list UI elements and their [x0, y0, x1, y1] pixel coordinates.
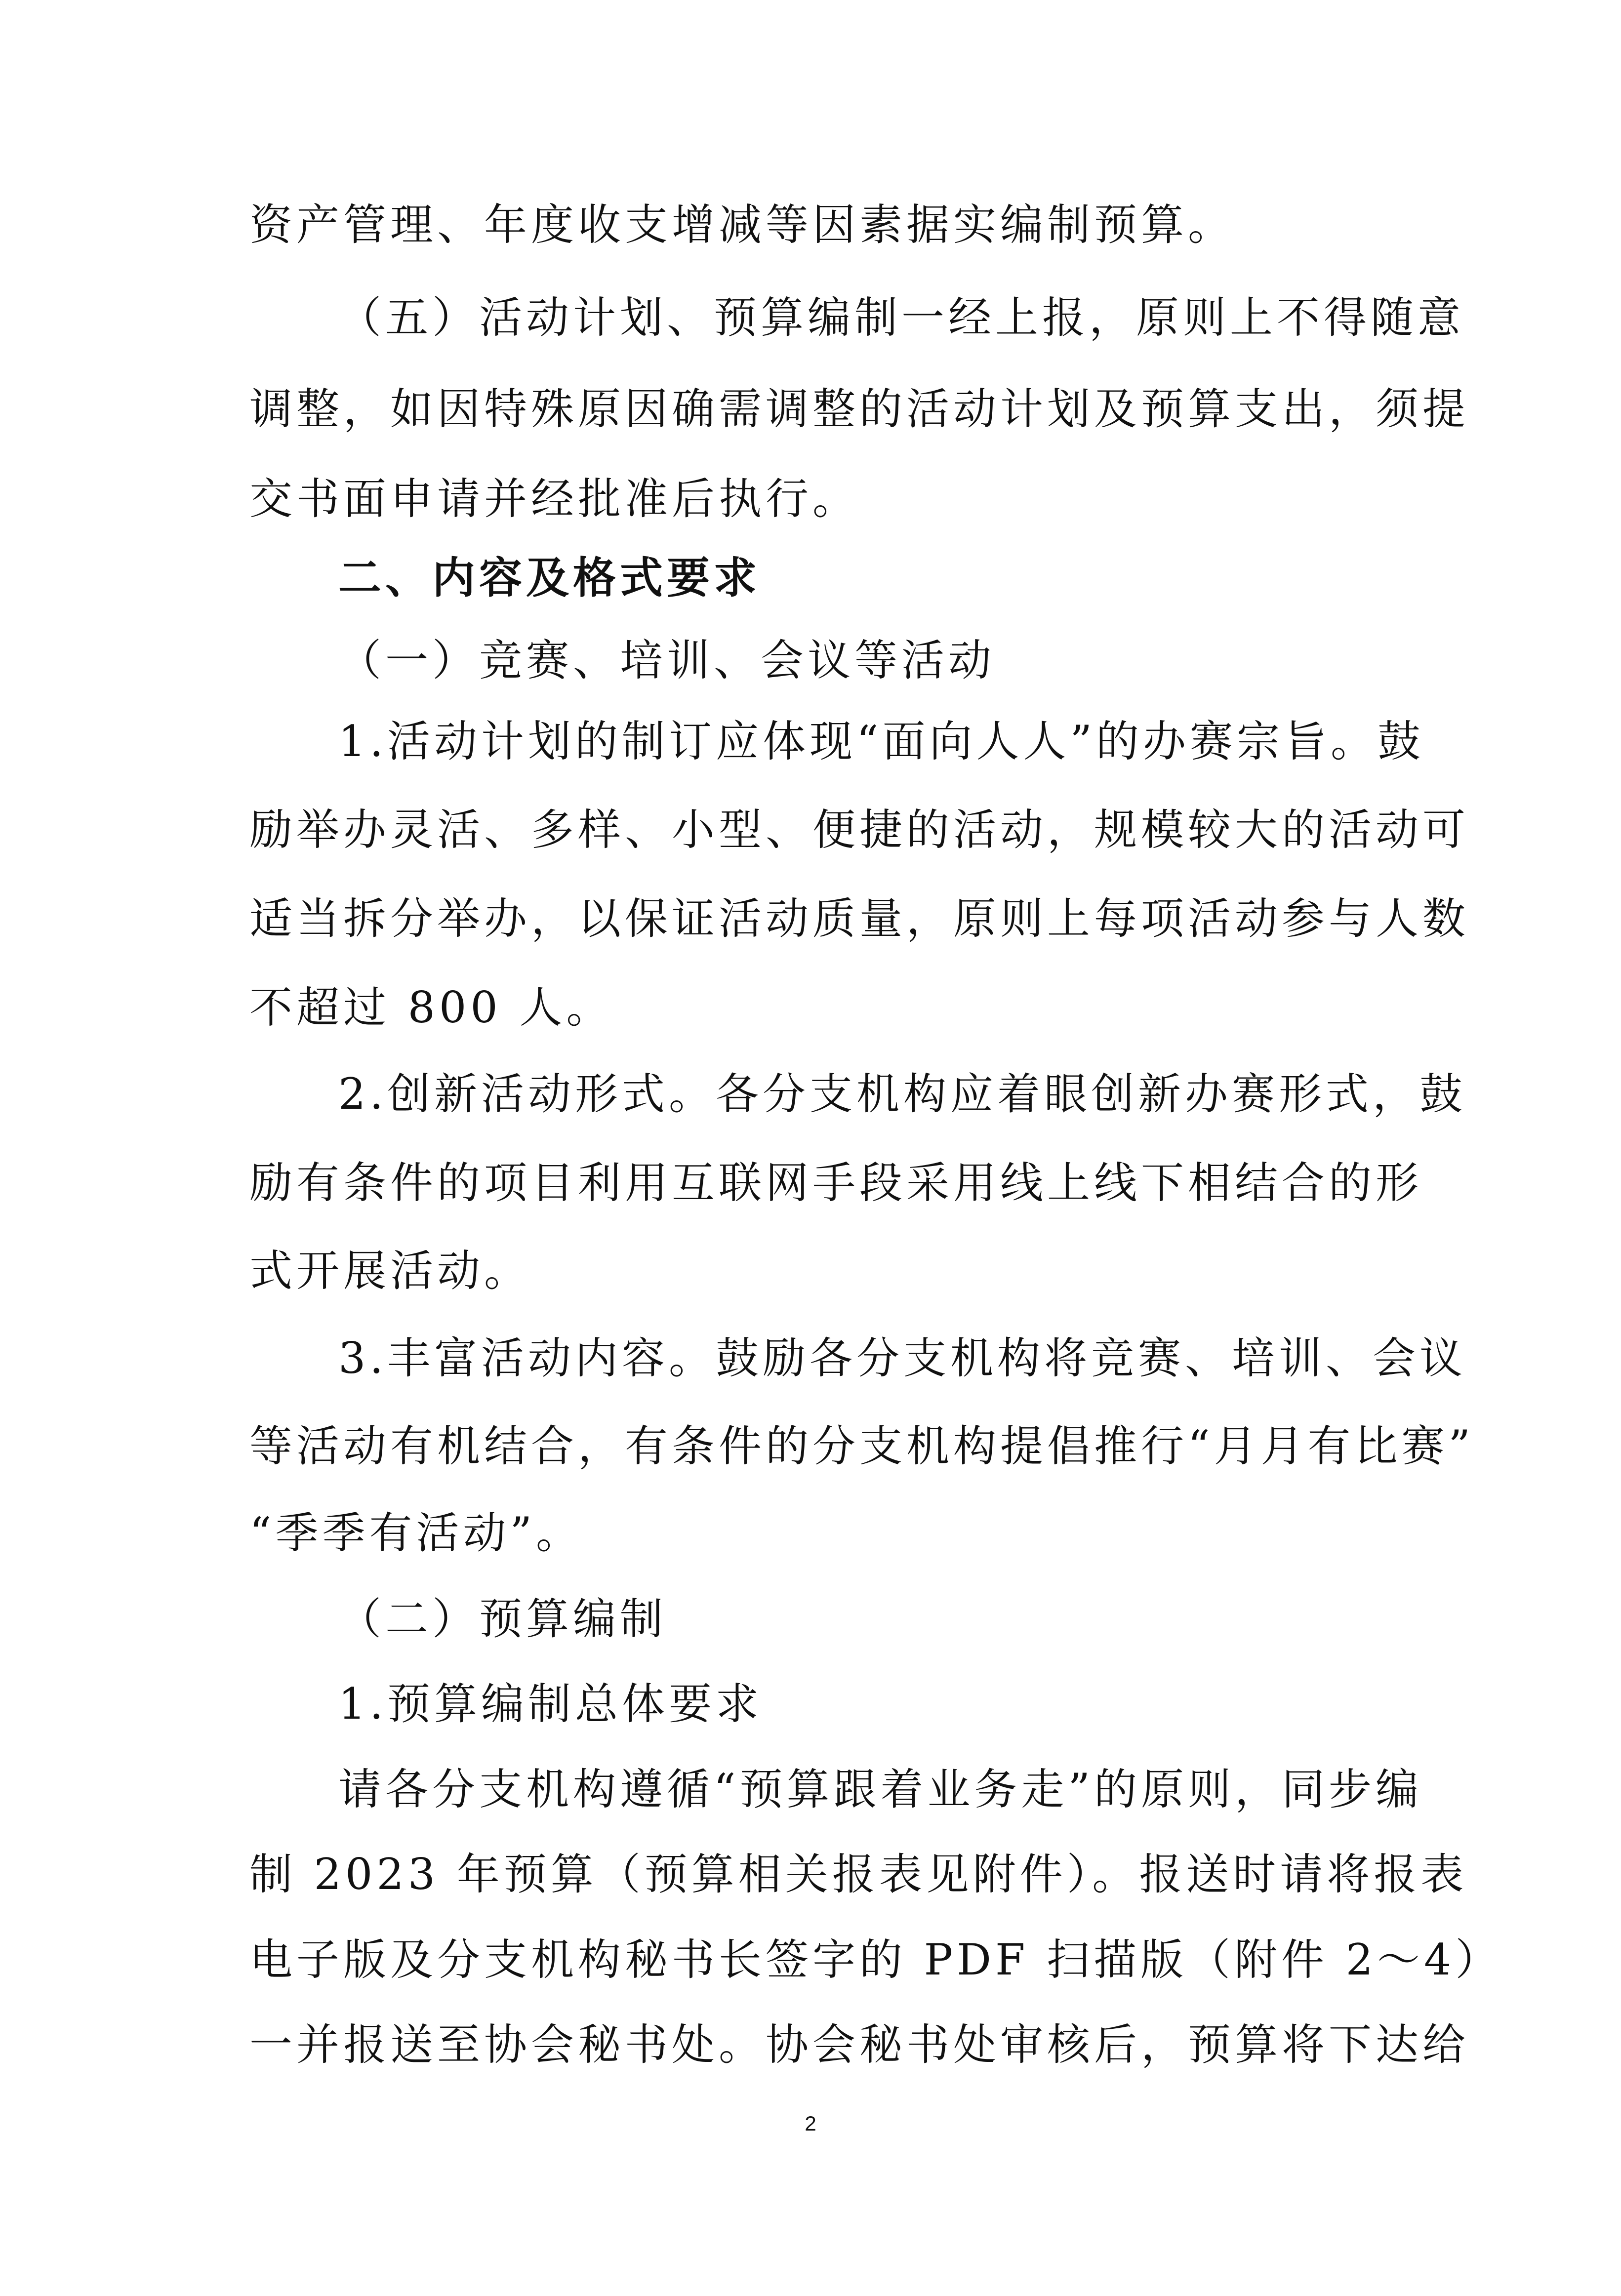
paragraph-line: 调整，如因特殊原因确需调整的活动计划及预算支出，须提 — [249, 384, 1469, 434]
paragraph-line: 不超过 800 人。 — [249, 982, 613, 1033]
paragraph-line: 3.丰富活动内容。鼓励各分支机构将竞赛、培训、会议 — [338, 1333, 1467, 1383]
paragraph-line: 2.创新活动形式。各分支机构应着眼创新办赛形式，鼓 — [338, 1069, 1467, 1119]
paragraph-line: 1.预算编制总体要求 — [338, 1679, 763, 1729]
paragraph-line: 1.活动计划的制订应体现“面向人人”的办赛宗旨。鼓 — [338, 716, 1424, 766]
paragraph-line: 交书面申请并经批准后执行。 — [249, 474, 859, 524]
paragraph-line: 请各分支机构遵循“预算跟着业务走”的原则，同步编 — [338, 1764, 1422, 1814]
paragraph-line: 制 2023 年预算（预算相关报表见附件）。报送时请将报表 — [249, 1849, 1468, 1899]
paragraph-line: （五）活动计划、预算编制一经上报，原则上不得随意 — [338, 292, 1464, 343]
section-heading: 二、内容及格式要求 — [338, 553, 761, 603]
page-number: 2 — [805, 2112, 816, 2135]
paragraph-line: 式开展活动。 — [249, 1246, 531, 1296]
subsection-heading: （一）竞赛、培训、会议等活动 — [338, 635, 995, 685]
paragraph-line: 适当拆分举办，以保证活动质量，原则上每项活动参与人数 — [249, 893, 1469, 944]
paragraph-line: “季季有活动”。 — [249, 1508, 583, 1558]
paragraph-line: 等活动有机结合，有条件的分支机构提倡推行“月月有比赛” — [249, 1421, 1474, 1471]
paragraph-line: 资产管理、年度收支增减等因素据实编制预算。 — [249, 200, 1235, 250]
paragraph-line: 一并报送至协会秘书处。协会秘书处审核后，预算将下达给 — [249, 2019, 1469, 2070]
subsection-heading: （二）预算编制 — [338, 1594, 667, 1644]
paragraph-line: 电子版及分支机构秘书长签字的 PDF 扫描版（附件 2～4） — [249, 1934, 1502, 1985]
paragraph-line: 励举办灵活、多样、小型、便捷的活动，规模较大的活动可 — [249, 805, 1469, 855]
paragraph-line: 励有条件的项目利用互联网手段采用线上线下相结合的形 — [249, 1158, 1422, 1208]
